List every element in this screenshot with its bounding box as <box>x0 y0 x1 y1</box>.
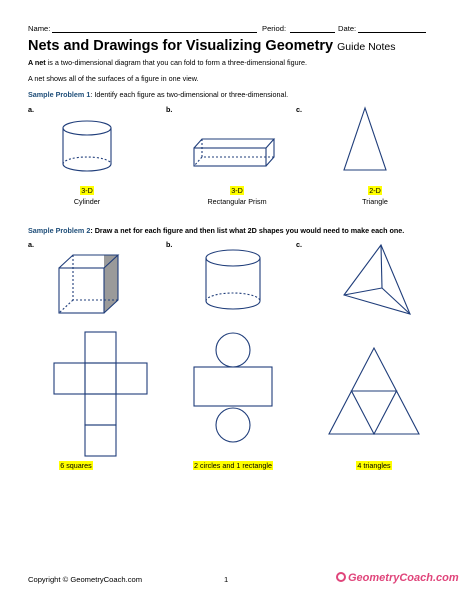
logo-icon <box>336 572 346 582</box>
problem2-text: : Draw a net for each figure and then list what 2D shapes you would need to make each one. <box>90 226 405 235</box>
problem1-letter-a: a. <box>28 105 34 114</box>
name-label: Name: <box>28 24 51 33</box>
answer2-a-text: 6 squares <box>60 461 92 470</box>
footer-copyright: Copyright © GeometryCoach.com <box>28 575 143 584</box>
problem2-answer-b <box>178 461 288 470</box>
logo-text: GeometryCoach.com <box>348 572 459 584</box>
problem1-text: : Identify each figure as two-dimensional or three-dimensional. <box>90 90 289 99</box>
problem1-name-c: Triangle <box>362 197 388 206</box>
problem2-letter-b: b. <box>166 240 173 249</box>
answer-a-text: 3-D <box>81 186 93 195</box>
period-label: Period: <box>262 24 287 33</box>
problem2-answer-a <box>36 461 116 470</box>
net-note: A net shows all of the surfaces of a figure in one view. <box>28 74 199 83</box>
answer2-b-text: 2 circles and 1 rectangle <box>194 461 272 470</box>
net-term: A net <box>28 58 46 67</box>
problem1-name-b: Rectangular Prism <box>207 197 267 206</box>
problem2-answer-c <box>334 461 414 470</box>
date-label: Date: <box>338 24 357 33</box>
title-main: Nets and Drawings for Visualizing Geometry <box>28 38 334 54</box>
problem2-label: Sample Problem 2 <box>28 226 91 235</box>
footer-page-number: 1 <box>224 575 229 584</box>
problem1-label: Sample Problem 1 <box>28 90 91 99</box>
answer2-c-text: 4 triangles <box>357 461 391 470</box>
footer-logo <box>336 572 459 584</box>
problem2-letter-c: c. <box>296 240 302 249</box>
problem2-letter-a: a. <box>28 240 34 249</box>
answer-c-text: 2-D <box>369 186 381 195</box>
answer-b-text: 3-D <box>231 186 243 195</box>
net-definition-text: is a two-dimensional diagram that you can fold to form a three-dimensional figure. <box>45 58 307 67</box>
problem1-letter-b: b. <box>166 105 173 114</box>
problem1-name-a: Cylinder <box>73 197 101 206</box>
problem1-letter-c: c. <box>296 105 302 114</box>
title-sub: Guide Notes <box>337 41 396 53</box>
